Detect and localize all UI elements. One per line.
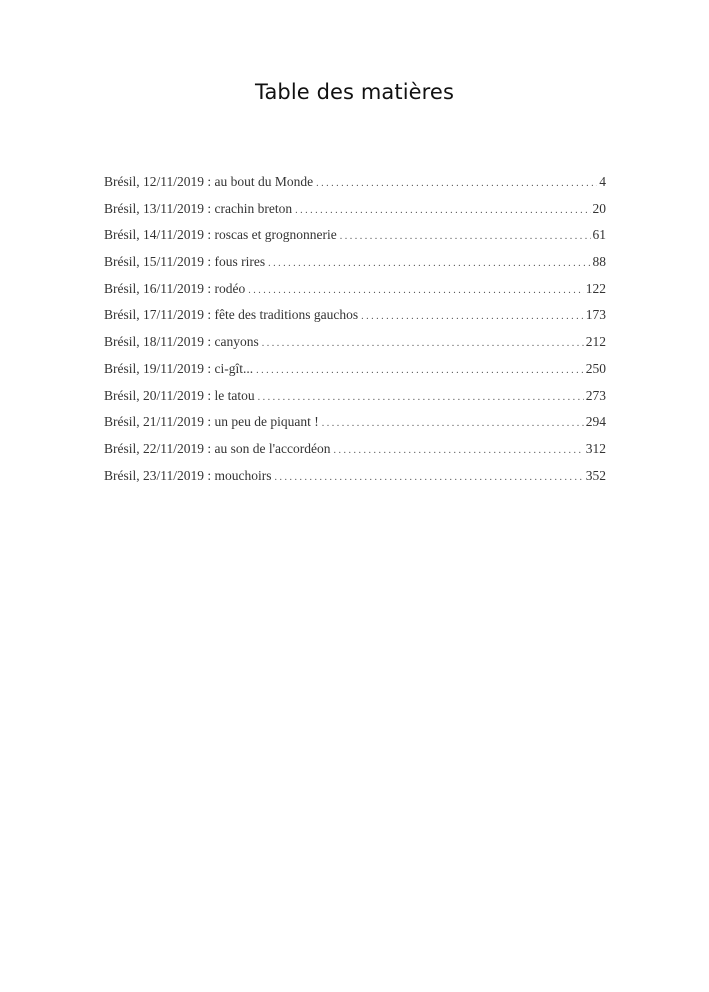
toc-entry-page-number: 212 xyxy=(585,334,606,350)
toc-entry[interactable] xyxy=(104,201,606,228)
toc-entry[interactable] xyxy=(104,174,606,201)
toc-entry[interactable] xyxy=(104,227,606,254)
toc-entry-label: Brésil, 18/11/2019 : canyons xyxy=(104,334,259,350)
toc-entry-page-number: 4 xyxy=(599,174,606,189)
toc-entry-label: Brésil, 23/11/2019 : mouchoirs xyxy=(104,467,272,483)
toc-entry-label: Brésil, 12/11/2019 : au bout du Monde xyxy=(104,174,314,189)
toc-entry-page-number: 312 xyxy=(585,440,606,456)
toc-entry[interactable] xyxy=(104,388,606,415)
toc-entry-page-number: 20 xyxy=(592,200,606,216)
toc-entry-page-number: 61 xyxy=(592,227,606,243)
toc-entry-label: Brésil, 16/11/2019 : rodéo xyxy=(104,280,246,296)
toc-dot-leader xyxy=(340,231,591,242)
toc-entry[interactable] xyxy=(104,307,606,334)
toc-entry-page-number: 122 xyxy=(585,280,606,296)
toc-dot-leader xyxy=(275,472,584,483)
toc-dot-leader xyxy=(262,338,584,349)
toc-dot-leader xyxy=(268,258,590,269)
toc-entry[interactable] xyxy=(104,254,606,281)
toc-entry-page-number: 173 xyxy=(585,307,606,323)
toc-dot-leader xyxy=(295,205,590,216)
toc-entry-label: Brésil, 14/11/2019 : roscas et grognonnerie xyxy=(104,227,337,243)
toc-entry-label: Brésil, 17/11/2019 : fête des traditions gauchos xyxy=(104,307,359,323)
toc-entry-label: Brésil, 20/11/2019 : le tatou xyxy=(104,387,255,403)
toc-entry[interactable] xyxy=(104,334,606,361)
toc-entry[interactable] xyxy=(104,281,606,308)
toc-dot-leader xyxy=(316,178,597,189)
toc-dot-leader xyxy=(258,392,584,403)
page-title: Table des matières xyxy=(255,80,454,104)
toc-entry[interactable] xyxy=(104,468,606,495)
toc-dot-leader xyxy=(248,285,584,296)
toc-entry-label: Brésil, 15/11/2019 : fous rires xyxy=(104,254,266,270)
toc-dot-leader xyxy=(361,311,584,322)
toc-entry-label: Brésil, 22/11/2019 : au son de l'accordéon xyxy=(104,440,331,456)
toc-entry-page-number: 273 xyxy=(585,387,606,403)
toc-entry[interactable] xyxy=(104,361,606,388)
toc-entry-page-number: 250 xyxy=(585,360,606,376)
toc-entry-page-number: 88 xyxy=(592,254,606,270)
toc-entry[interactable] xyxy=(104,414,606,441)
toc-entry[interactable] xyxy=(104,441,606,468)
toc-entry-label: Brésil, 21/11/2019 : un peu de piquant ! xyxy=(104,414,319,430)
toc-entry-page-number: 294 xyxy=(585,414,606,430)
toc-dot-leader xyxy=(256,365,584,376)
toc-dot-leader xyxy=(334,445,584,456)
table-of-contents xyxy=(104,174,606,494)
toc-entry-page-number: 352 xyxy=(585,467,606,483)
toc-entry-label: Brésil, 19/11/2019 : ci-gît... xyxy=(104,360,254,376)
toc-dot-leader xyxy=(322,418,584,429)
toc-entry-label: Brésil, 13/11/2019 : crachin breton xyxy=(104,200,293,216)
